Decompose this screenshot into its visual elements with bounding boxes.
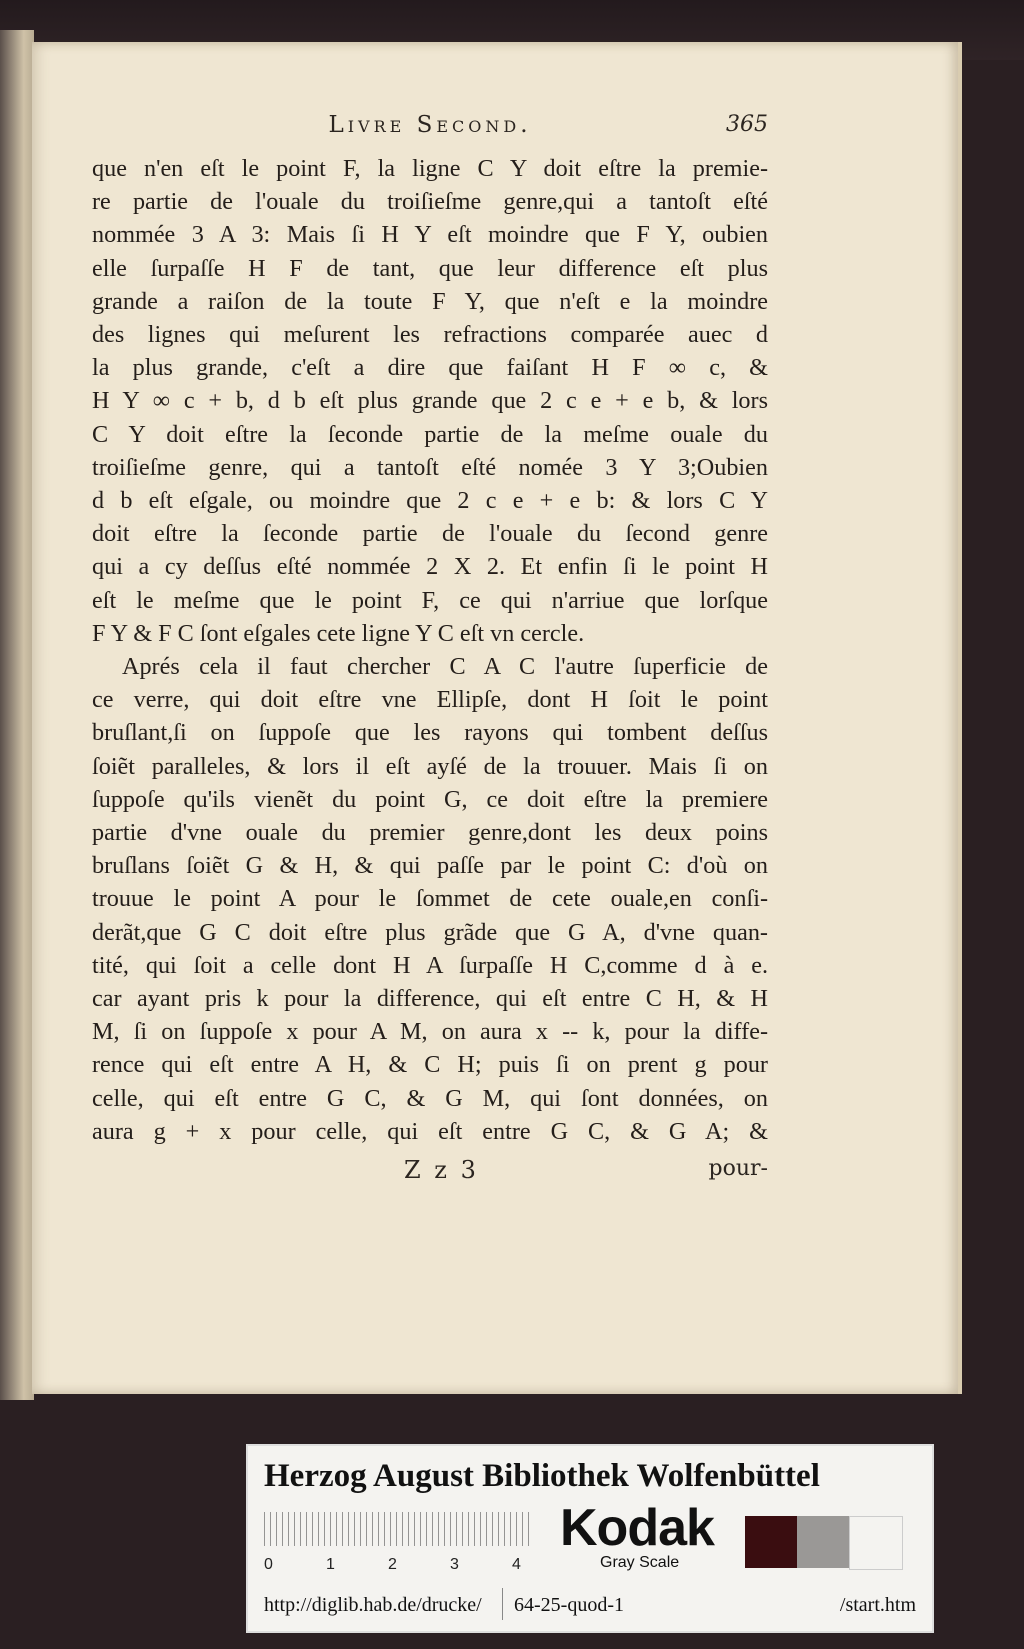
text-line: ce verre, qui doit eſtre vne Ellipſe, dont H ſoit le point (92, 686, 768, 714)
gray-swatch-dark (745, 1516, 797, 1568)
text-line: Aprés cela il faut chercher C A C l'autre ſuperficie de (122, 653, 768, 681)
text-line: rence qui eſt entre A H, & C H; puis ſi on prent g pour (92, 1051, 768, 1079)
text-line: trouue le point A pour le ſommet de cete ouale,en conſi- (92, 885, 768, 913)
text-line: la plus grande, c'eſt a dire que faiſant H F ∞ c, & (92, 354, 768, 382)
url-base: http://diglib.hab.de/drucke/ (264, 1594, 482, 1616)
text-line: H Y ∞ c + b, d b eſt plus grande que 2 c e + e b, & lors (92, 387, 768, 415)
kodak-logo: Kodak (560, 1499, 714, 1557)
paragraph-2 (92, 650, 768, 1148)
text-line: elle ſurpaſſe H F de tant, que leur difference eſt plus (92, 254, 768, 282)
gray-scale-label: Gray Scale (600, 1554, 680, 1571)
text-line: grande a raiſon de la toute F Y, que n'eſt e la moindre (92, 287, 768, 315)
text-line: qui a cy deſſus eſté nommée 2 X 2. Et enfin ſi le point H (92, 553, 768, 581)
text-line: partie d'vne ouale du premier genre,dont les deux poins (92, 819, 768, 847)
page-content (92, 112, 768, 1196)
page-footer (92, 1156, 768, 1196)
text-line: bruſlans ſoiẽt G & H, & qui paſſe par le point C: d'où on (92, 852, 768, 880)
text-line: celle, qui eſt entre G C, & G M, qui ſont données, on (92, 1084, 768, 1112)
text-line: F Y & F C ſont eſgales cete ligne Y C eſt vn cercle. (92, 619, 585, 647)
page-number: 365 (726, 112, 768, 137)
tick-label: 3 (450, 1556, 459, 1573)
text-line: M, ſi on ſuppoſe x pour A M, on aura x -- k, pour la diffe- (92, 1018, 768, 1046)
book-page (32, 42, 962, 1394)
text-line: des lignes qui meſurent les refractions comparée auec d (92, 321, 768, 349)
text-line: aura g + x pour celle, qui eſt entre G C, & G A; & (92, 1117, 768, 1145)
library-name: Herzog August Bibliothek Wolfenbüttel (264, 1458, 820, 1494)
source-url (264, 1594, 916, 1620)
catchword: pour- (708, 1156, 768, 1182)
url-id: 64-25-quod-1 (514, 1594, 624, 1616)
signature-mark: Z z 3 (404, 1156, 479, 1185)
text-line: car ayant pris k pour la difference, qui eſt entre C H, & H (92, 985, 768, 1013)
text-line: ſoiẽt paralleles, & lors il eſt ayſé de la trouuer. Mais ſi on (92, 752, 768, 780)
text-line: C Y doit eſtre la ſeconde partie de la meſme ouale du (92, 420, 768, 448)
tick-label: 0 (264, 1556, 273, 1573)
text-line: eſt le meſme que le point F, ce qui n'arriue que lorſque (92, 586, 768, 614)
text-line: troiſieſme genre, qui a tantoſt eſté nomée 3 Y 3;Oubien (92, 453, 768, 481)
tick-label: 2 (388, 1556, 397, 1573)
scale-ruler (264, 1512, 534, 1546)
running-title: Livre Second. (328, 112, 532, 138)
text-line: doit eſtre la ſeconde partie de l'ouale du ſecond genre (92, 520, 768, 548)
gray-swatch-light (849, 1516, 903, 1570)
url-end: /start.htm (839, 1594, 916, 1616)
text-line: nommée 3 A 3: Mais ſi H Y eſt moindre que F Y, oubien (92, 221, 768, 249)
facing-page-edge (0, 30, 34, 1400)
text-line: que n'en eſt le point F, la ligne C Y doit eſtre la premie- (92, 155, 768, 182)
library-target-card (246, 1444, 934, 1633)
text-line: tité, qui ſoit a celle dont H A ſurpaſſe H C,comme d à e. (92, 951, 768, 979)
running-head (92, 112, 768, 152)
text-line: bruſlant,ſi on ſuppoſe que les rayons qui tombent deſſus (92, 719, 768, 747)
text-line: d b eſt eſgale, ou moindre que 2 c e + e b: & lors C Y (92, 487, 768, 515)
tick-label: 1 (326, 1556, 335, 1573)
tick-label: 4 (512, 1556, 521, 1573)
text-line: re partie de l'ouale du troiſieſme genre,qui a tantoſt eſté (92, 188, 768, 216)
gray-swatch-mid (797, 1516, 849, 1568)
ruler-tick-labels (264, 1556, 534, 1576)
text-line: derãt,que G C doit eſtre plus grãde que G A, d'vne quan- (92, 918, 768, 946)
text-line: ſuppoſe qu'ils vienẽt du point G, ce doit eſtre la premiere (92, 785, 768, 813)
paragraph-1 (92, 152, 768, 650)
